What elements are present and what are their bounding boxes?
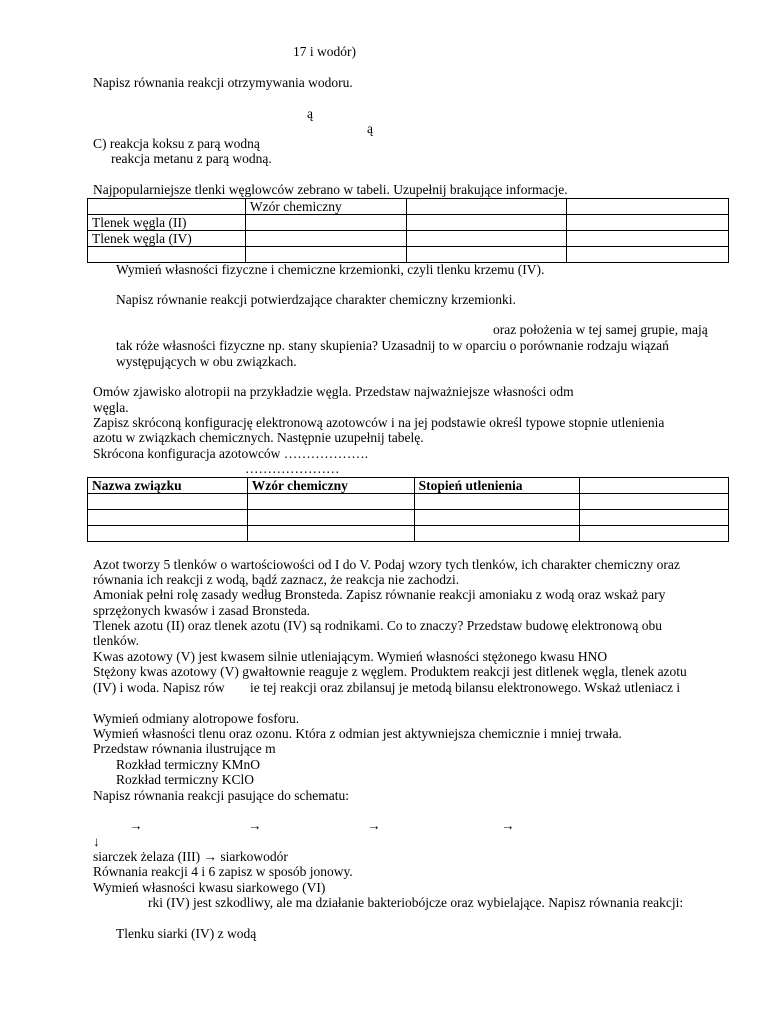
task-text: Wymień odmiany alotropowe fosforu.: [93, 711, 300, 726]
table-cell: [88, 510, 248, 526]
task-text: rki (IV) jest szkodliwy, ale ma działanie bakteriobójcze oraz wybielające. Napisz równania reakcji:: [148, 895, 684, 910]
text-line: węgla.: [93, 400, 129, 415]
task-text: Napisz równanie reakcji potwierdzające charakter chemiczny krzemionki.: [116, 292, 516, 307]
table-cell: [245, 231, 406, 247]
table-cell: [414, 494, 580, 510]
table-row: [88, 215, 729, 231]
table-header-cell: Nazwa związku: [88, 478, 248, 494]
right-arrow-icon: →: [367, 818, 381, 833]
text-line: Tlenku siarki (IV) z wodą: [116, 926, 257, 941]
text-line: oraz położenia w tej samej grupie, mają: [493, 322, 708, 337]
table-cell: [245, 247, 406, 263]
text-fragment: ą: [307, 106, 313, 121]
table-cell: [567, 199, 729, 215]
table-cell: [247, 494, 414, 510]
dotted-blank: …………………: [245, 461, 340, 476]
table-row: [88, 199, 729, 215]
task-text: Stężony kwas azotowy (V) gwałtownie reaguje z węglem. Produktem reakcji jest ditlenek węgla, tlenek azotu: [93, 664, 687, 679]
table-cell: [88, 526, 248, 542]
task-text: Napisz równania reakcji otrzymywania wodoru.: [93, 75, 353, 90]
task-text: Zapisz skróconą konfigurację elektronową azotowców i na jej podstawie określ typowe stopnie utlenienia: [93, 415, 665, 430]
nitrogen-compounds-table: [87, 477, 729, 542]
table-cell: [88, 199, 246, 215]
text-line: ie tej reakcji oraz zbilansuj je metodą bilansu elektronowego. Wskaż utleniacz i: [250, 680, 681, 695]
text-line: siarczek żelaza (III) → siarkowodór: [93, 849, 288, 864]
table-cell: [406, 231, 567, 247]
down-arrow-icon: ↓: [93, 834, 100, 849]
task-text: Azot tworzy 5 tlenków o wartościowości od I do V. Podaj wzory tych tlenków, ich charakter chemiczny oraz: [93, 557, 680, 572]
table-row: [88, 526, 729, 542]
table-header-cell: Wzór chemiczny: [245, 199, 406, 215]
table-row: [88, 494, 729, 510]
text-line: równania ich reakcji z wodą, bądź zaznacz, że reakcja nie zachodzi.: [93, 572, 460, 587]
task-text: Wymień własności kwasu siarkowego (VI): [93, 880, 326, 895]
task-text: Tlenek azotu (II) oraz tlenek azotu (IV) są rodnikami. Co to znaczy? Przedstaw budowę elektronową obu: [93, 618, 663, 633]
text-line: Rozkład termiczny KClO: [116, 772, 254, 787]
text-line: (IV) i woda. Napisz rów: [93, 680, 225, 695]
text-line: Rozkład termiczny KMnO: [116, 757, 260, 772]
table-row: [88, 247, 729, 263]
table-cell: [567, 231, 729, 247]
right-arrow-icon: →: [129, 818, 143, 833]
task-text: Wymień własności fizyczne i chemiczne krzemionki, czyli tlenku krzemu (IV).: [116, 262, 545, 277]
table-cell: [247, 526, 414, 542]
task-text: Kwas azotowy (V) jest kwasem silnie utleniającym. Wymień własności stężonego kwasu HNO: [93, 649, 608, 664]
text-line: tak róże własności fizyczne np. stany skupienia? Uzasadnij to w oparciu o porównanie rodzaju wiązań: [116, 338, 669, 353]
table-header-cell: [580, 478, 729, 494]
table-header-row: [88, 478, 729, 494]
text-fragment: ą: [367, 121, 373, 136]
text-line: reakcja metanu z parą wodną.: [111, 151, 272, 166]
text-line: sprzężonych kwasów i zasad Bronsteda.: [93, 603, 311, 618]
task-text: Najpopularniejsze tlenki węglowców zebrano w tabeli. Uzupełnij brakujące informacje.: [93, 182, 568, 197]
table-cell: [88, 494, 248, 510]
task-text: Przedstaw równania ilustrujące m: [93, 741, 276, 756]
table-cell: [567, 215, 729, 231]
task-text: Amoniak pełni rolę zasady według Bronsteda. Zapisz równanie reakcji amoniaku z wodą oraz wskaż pary: [93, 587, 666, 602]
table-cell: [406, 247, 567, 263]
text-line: Skrócona konfiguracja azotowców ……………….: [93, 446, 369, 461]
text-line: 17 i wodór): [293, 44, 356, 59]
text-line: tlenków.: [93, 633, 139, 648]
table-cell: [406, 199, 567, 215]
table-row: [88, 231, 729, 247]
table-cell: [580, 510, 729, 526]
task-text: Wymień własności tlenu oraz ozonu. Która z odmian jest aktywniejsza chemicznie i mniej trwała.: [93, 726, 622, 741]
table-header-cell: Stopień utlenienia: [414, 478, 580, 494]
table-cell: [245, 215, 406, 231]
task-text: Napisz równania reakcji pasujące do schematu:: [93, 788, 350, 803]
text-line: azotu w związkach chemicznych. Następnie uzupełnij tabelę.: [93, 430, 424, 445]
right-arrow-icon: →: [501, 818, 515, 833]
table-cell: Tlenek węgla (II): [88, 215, 246, 231]
text-line: Równania reakcji 4 i 6 zapisz w sposób jonowy.: [93, 864, 353, 879]
table-cell: [414, 510, 580, 526]
table-cell: [580, 526, 729, 542]
table-cell: [406, 215, 567, 231]
table-header-cell: Wzór chemiczny: [247, 478, 414, 494]
right-arrow-icon: →: [248, 818, 262, 833]
carbon-oxides-table: [87, 198, 729, 263]
task-text: Omów zjawisko alotropii na przykładzie węgla. Przedstaw najważniejsze własności odm: [93, 384, 574, 399]
table-cell: [88, 247, 246, 263]
text-line: C) reakcja koksu z parą wodną: [93, 136, 260, 151]
table-cell: [567, 247, 729, 263]
table-cell: [414, 526, 580, 542]
table-row: [88, 510, 729, 526]
table-cell: Tlenek węgla (IV): [88, 231, 246, 247]
text-line: występujących w obu związkach.: [116, 354, 297, 369]
table-cell: [247, 510, 414, 526]
table-cell: [580, 494, 729, 510]
